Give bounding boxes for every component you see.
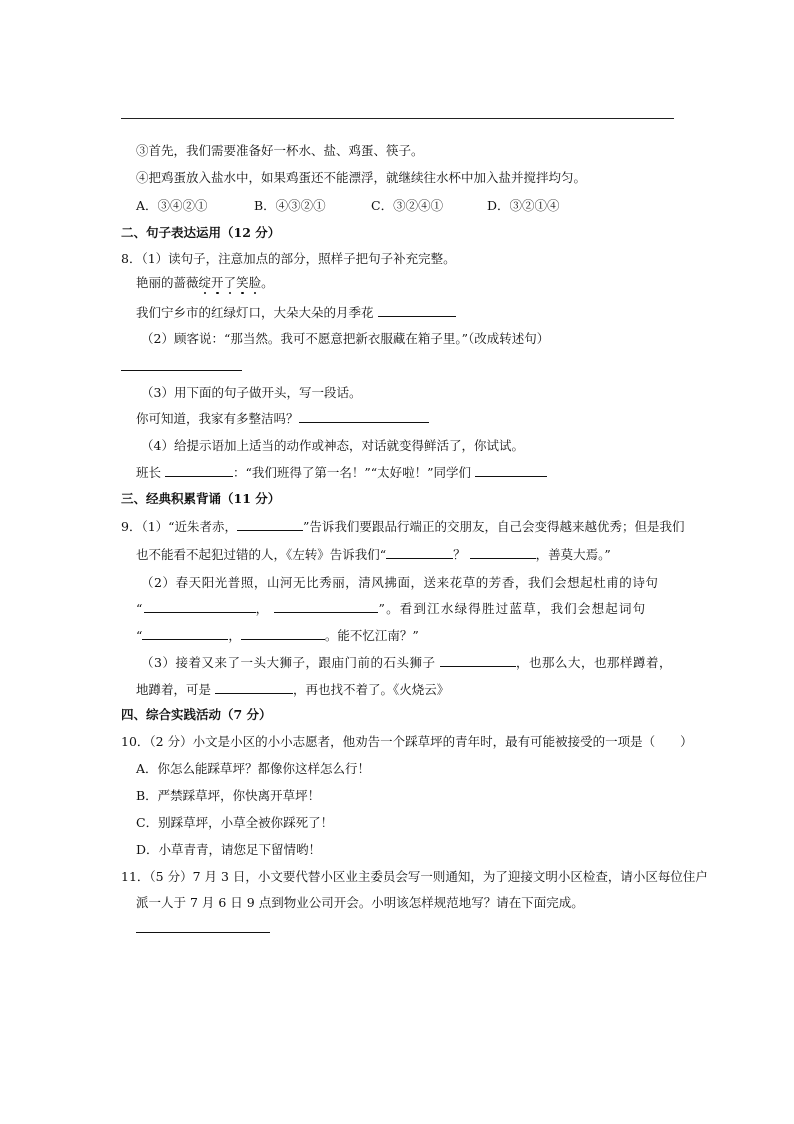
part-4-dialogue: ：“我们班得了第一名！”“太好啦！”同学们 [233, 465, 472, 480]
q9-text: ，善莫大焉。” [535, 547, 611, 562]
dotted-char: 了 [223, 275, 237, 290]
q8-part-2-answer [121, 358, 242, 376]
q8-example [136, 274, 274, 292]
q10-option-a[interactable]: A．你怎么能踩草坪？都像你这样怎么行！ [136, 761, 371, 776]
q9-text: （3）接着又来了一头大狮子，跟庙门前的石头狮子 [141, 655, 436, 670]
q8-part-4: （4）给提示语加上适当的动作或神态，对话就变得鲜活了，你试试。 [141, 438, 524, 453]
q9-text: 9．（1）“近朱者赤， [121, 519, 238, 534]
q9-text: ， [255, 601, 270, 616]
q9-text: ”告诉我们要跟品行端正的交朋友，自己会变得越来越优秀；但是我们 [303, 519, 685, 534]
q8-part-3: （3）用下面的句子做开头，写一段话。 [141, 385, 362, 400]
q9-line-2 [136, 546, 611, 564]
q10-option-d[interactable]: D．小草青青，请您足下留情哟！ [136, 842, 322, 857]
example-pre: 艳丽的蔷薇 [136, 275, 199, 290]
part-4-speaker: 班长 [136, 465, 162, 480]
answer-blank[interactable] [165, 464, 233, 477]
q9-part-3-line-1 [141, 654, 672, 672]
q9-part-2-line-3 [136, 627, 419, 645]
answer-blank[interactable] [215, 681, 293, 694]
q10-option-b[interactable]: B．严禁踩草坪，你快离开草坪！ [136, 788, 321, 803]
q9-line-1 [121, 518, 684, 536]
option-b[interactable]: B．④③②① [254, 198, 326, 213]
q9-part-3-line-2 [136, 681, 449, 699]
q11-line-1: 11．（5 分）7 月 3 日，小文要代替小区业主委员会写一则通知，为了迎接文明小区检查，请小区每位住户 [121, 869, 708, 884]
q8-part-3-line [136, 410, 429, 428]
answer-blank[interactable] [144, 600, 256, 613]
q8-part-4-line [136, 464, 547, 482]
q9-text: “ [136, 628, 143, 643]
dotted-char: 笑 [236, 275, 249, 290]
q7-step-3: ③首先，我们需要准备好一杯水、盐、鸡蛋、筷子。 [136, 143, 424, 158]
q9-text: 地蹲着，可是 [136, 682, 212, 697]
answer-blank[interactable] [470, 546, 536, 559]
answer-blank[interactable] [241, 627, 325, 640]
dotted-char: 绽 [198, 275, 212, 290]
header-rule [121, 118, 674, 119]
answer-blank[interactable] [274, 600, 378, 613]
q11-line-2: 派一人于 7 月 6 日 9 点到物业公司开会。小明该怎样规范地写？请在下面完成。 [136, 895, 584, 910]
answer-blank[interactable] [378, 304, 456, 317]
q9-text: ，再也找不着了。《火烧云》 [293, 682, 450, 697]
q9-text: 也不能看不起犯过错的人，《左转》告诉我们“ [136, 547, 387, 562]
q9-part-2-line-1: （2）春天阳光普照，山河无比秀丽，清风拂面，送来花草的芳香，我们会想起杜甫的诗句 [141, 575, 659, 590]
option-d[interactable]: D．③②①④ [487, 198, 560, 213]
part-3-start: 你可知道，我家有多整洁吗？ [136, 411, 299, 426]
q7-options [136, 197, 560, 215]
dotted-char: 开 [211, 275, 224, 290]
answer-blank[interactable] [386, 546, 453, 559]
option-a[interactable]: A．③④②① [136, 198, 208, 213]
answer-blank[interactable] [142, 627, 228, 640]
answer-blank[interactable] [440, 654, 516, 667]
answer-blank[interactable] [299, 410, 429, 423]
q9-text: ”。看到江水绿得胜过蓝草，我们会想起词句 [378, 601, 647, 616]
answer-blank[interactable] [136, 920, 270, 933]
section-4-title: 四、综合实践活动（7 分） [121, 707, 272, 722]
q9-text: ，也那么大，也那样蹲着， [515, 655, 672, 670]
q8-intro: 8．（1）读句子，注意加点的部分，照样子把句子补充完整。 [121, 251, 456, 266]
section-3-title: 三、经典积累背诵（11 分） [121, 491, 281, 506]
q10-option-c[interactable]: C．别踩草坪，小草全被你踩死了！ [136, 815, 334, 830]
answer-blank[interactable] [237, 518, 303, 531]
q9-text: ？ [453, 547, 466, 562]
q9-text: “ [136, 601, 144, 616]
q9-part-2-line-2 [136, 600, 646, 618]
q7-step-4: ④把鸡蛋放入盐水中，如果鸡蛋还不能漂浮，就继续往水杯中加入盐并搅拌均匀。 [136, 170, 587, 185]
q8-part-2: （2）顾客说：“那当然。我可不愿意把新衣服藏在箱子里。”（改成转述句） [141, 331, 550, 346]
example-post: 。 [261, 275, 274, 290]
fill-sentence: 我们宁乡市的红绿灯口，大朵大朵的月季花 [136, 305, 374, 320]
option-c[interactable]: C．③②④① [371, 198, 444, 213]
answer-blank[interactable] [475, 464, 547, 477]
q8-fill-line [136, 304, 456, 322]
q11-answer [136, 920, 270, 938]
answer-blank[interactable] [121, 358, 242, 371]
dotted-char: 脸 [248, 275, 262, 290]
q10-stem: 10．（2 分）小文是小区的小小志愿者，他劝告一个踩草坪的青年时，最有可能被接受的一项是（ ） [121, 734, 693, 749]
q9-text: ， [228, 628, 241, 643]
section-2-title: 二、句子表达运用（12 分） [121, 225, 281, 240]
q9-text: 。能不忆江南？” [324, 628, 419, 643]
